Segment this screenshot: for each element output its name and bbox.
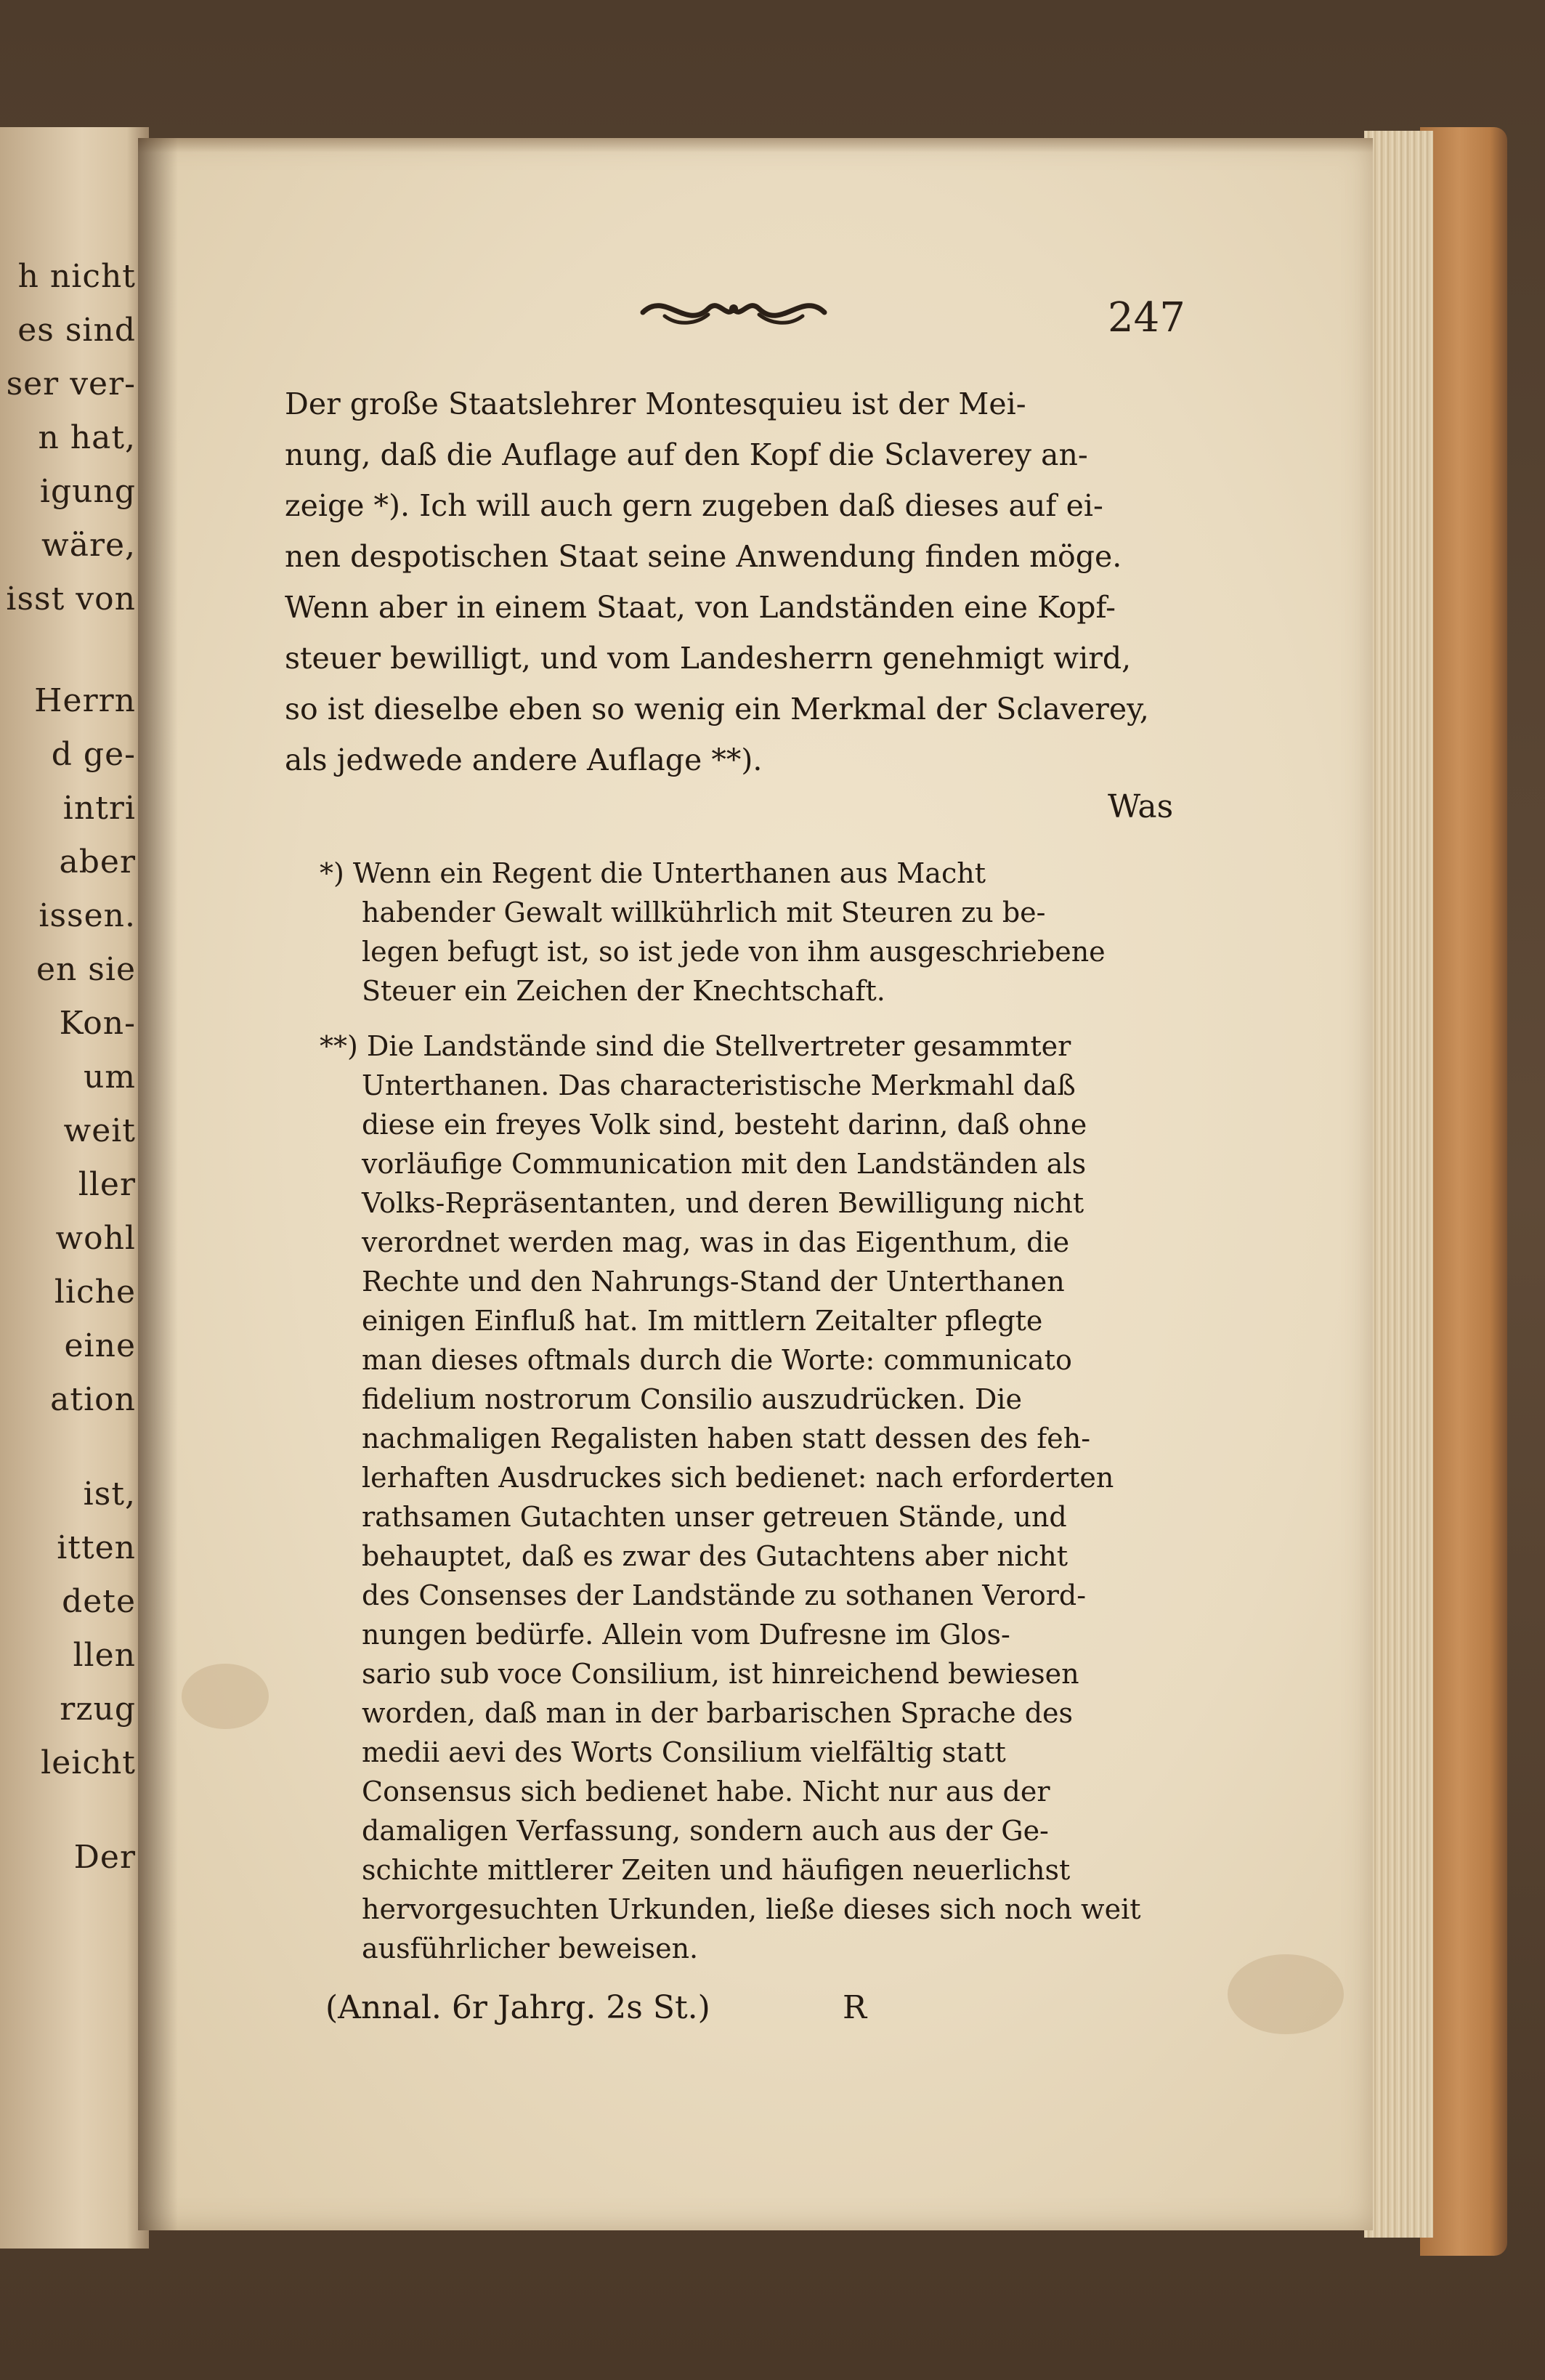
page-number: 247 bbox=[1108, 294, 1185, 341]
footnote-line: ausführlicher beweisen. bbox=[362, 1932, 699, 1964]
footnote-line: worden, daß man in der barbarischen Sprache des bbox=[362, 1697, 1074, 1729]
left-page-fragment: Herrn bbox=[34, 682, 136, 719]
footnote-line: vorläufige Communication mit den Landständen als bbox=[362, 1148, 1087, 1180]
left-page-fragment: liche bbox=[54, 1274, 136, 1311]
footnote-line: Unterthanen. Das characteristische Merkmahl daß bbox=[362, 1069, 1076, 1101]
footnote-line: nachmaligen Regalisten haben statt dessen des feh- bbox=[362, 1422, 1091, 1454]
body-line: nung, daß die Auflage auf den Kopf die Sclaverey an- bbox=[285, 437, 1088, 472]
left-page-fragment: ist, bbox=[83, 1476, 136, 1513]
left-page-fragment: itten bbox=[57, 1529, 136, 1566]
left-page-fragment: llen bbox=[73, 1637, 136, 1674]
footnote-line: diese ein freyes Volk sind, besteht darinn, daß ohne bbox=[362, 1109, 1087, 1141]
footnote-line: nungen bedürfe. Allein vom Dufresne im Glos- bbox=[362, 1619, 1010, 1651]
left-page-fragment: Kon- bbox=[59, 1005, 136, 1042]
footnote-line: einigen Einfluß hat. Im mittlern Zeitalter pflegte bbox=[362, 1305, 1043, 1337]
left-page-fragment: weit bbox=[63, 1112, 136, 1149]
footnote-line: des Consenses der Landstände zu sothanen Verord- bbox=[362, 1579, 1087, 1611]
left-page-fragment: ser ver- bbox=[6, 365, 136, 402]
page-block-edge bbox=[1364, 131, 1433, 2238]
left-page-fragment: isst von bbox=[6, 580, 136, 618]
left-page-fragment: d ge- bbox=[51, 736, 136, 773]
signature-line: (Annal. 6r Jahrg. 2s St.) bbox=[325, 1989, 710, 2026]
paper-stain bbox=[182, 1664, 269, 1729]
left-page-fragment: igung bbox=[39, 473, 136, 510]
footnote-line: hervorgesuchten Urkunden, ließe dieses sich noch weit bbox=[362, 1893, 1141, 1925]
left-page-fragment: ller bbox=[78, 1166, 136, 1203]
paper-stain bbox=[1228, 1954, 1344, 2034]
body-line: steuer bewilligt, und vom Landesherrn genehmigt wird, bbox=[285, 641, 1132, 676]
footnote-line: Rechte und den Nahrungs-Stand der Unterthanen bbox=[362, 1266, 1065, 1298]
left-page-fragment: dete bbox=[62, 1583, 136, 1620]
left-page-fragment: Der bbox=[73, 1839, 136, 1876]
footnote-line: fidelium nostrorum Consilio auszudrücken. Die bbox=[362, 1383, 1022, 1415]
left-page-fragment: es sind bbox=[17, 312, 136, 349]
left-page-fragment: um bbox=[83, 1059, 136, 1096]
left-page-fragment: leicht bbox=[41, 1744, 136, 1781]
body-line: als jedwede andere Auflage **). bbox=[285, 742, 763, 777]
footnote-line: Steuer ein Zeichen der Knechtschaft. bbox=[362, 975, 885, 1007]
footnote-line: **) Die Landstände sind die Stellvertreter gesammter bbox=[320, 1030, 1071, 1062]
left-page-fragment: rzug bbox=[60, 1691, 136, 1728]
footnote-line: verordnet werden mag, was in das Eigenthum, die bbox=[362, 1226, 1070, 1258]
footnote-line: legen befugt ist, so ist jede von ihm ausgeschriebene bbox=[362, 936, 1106, 968]
left-page-fragment: wäre, bbox=[41, 527, 136, 564]
page-top-shadow bbox=[138, 138, 1373, 153]
body-line: so ist dieselbe eben so wenig ein Merkmal der Sclaverey, bbox=[285, 692, 1149, 726]
footnote-line: damaligen Verfassung, sondern auch aus der Ge- bbox=[362, 1815, 1049, 1847]
left-page-fragment: eine bbox=[64, 1327, 136, 1364]
body-line: Wenn aber in einem Staat, von Landständen eine Kopf- bbox=[285, 590, 1116, 625]
footnote-line: behauptet, daß es zwar des Gutachtens aber nicht bbox=[362, 1540, 1068, 1572]
left-page-fragment: intri bbox=[62, 790, 136, 827]
left-page-fragment: n hat, bbox=[38, 419, 136, 456]
left-page-fragment: h nicht bbox=[17, 258, 136, 295]
footnote-line: lerhaften Ausdruckes sich bedienet: nach erforderten bbox=[362, 1462, 1114, 1494]
footnote-line: sario sub voce Consilium, ist hinreichend bewiesen bbox=[362, 1658, 1079, 1690]
left-page-edge bbox=[0, 127, 149, 2249]
footnote-line: Consensus sich bedienet habe. Nicht nur aus der bbox=[362, 1776, 1050, 1808]
gutter-shadow bbox=[138, 138, 178, 2230]
left-page-fragment: aber bbox=[59, 843, 136, 881]
scroll-ornament-icon bbox=[636, 287, 832, 338]
footnote-line: habender Gewalt willkührlich mit Steuren zu be- bbox=[362, 896, 1046, 928]
footnote-line: rathsamen Gutachten unser getreuen Stände, und bbox=[362, 1501, 1067, 1533]
footnote-line: medii aevi des Worts Consilium vielfältig statt bbox=[362, 1736, 1006, 1768]
signature-mark: R bbox=[843, 1989, 867, 2026]
book-cover-edge bbox=[1420, 127, 1507, 2256]
footnote-line: Volks-Repräsentanten, und deren Bewilligung nicht bbox=[362, 1187, 1084, 1219]
footnote-line: schichte mittlerer Zeiten und häufigen neuerlichst bbox=[362, 1854, 1071, 1886]
body-line: Der große Staatslehrer Montesquieu ist der Mei- bbox=[285, 386, 1026, 421]
left-page-fragment: ation bbox=[50, 1381, 136, 1418]
body-line: nen despotischen Staat seine Anwendung finden möge. bbox=[285, 539, 1122, 574]
left-page-fragment: issen. bbox=[38, 897, 136, 934]
footnote-line: *) Wenn ein Regent die Unterthanen aus Macht bbox=[320, 857, 986, 889]
left-page-fragment: wohl bbox=[55, 1220, 136, 1257]
catchword: Was bbox=[1108, 788, 1174, 825]
left-page-fragment: en sie bbox=[36, 951, 136, 988]
footnote-line: man dieses oftmals durch die Worte: communicato bbox=[362, 1344, 1072, 1376]
body-line: zeige *). Ich will auch gern zugeben daß dieses auf ei- bbox=[285, 488, 1103, 523]
